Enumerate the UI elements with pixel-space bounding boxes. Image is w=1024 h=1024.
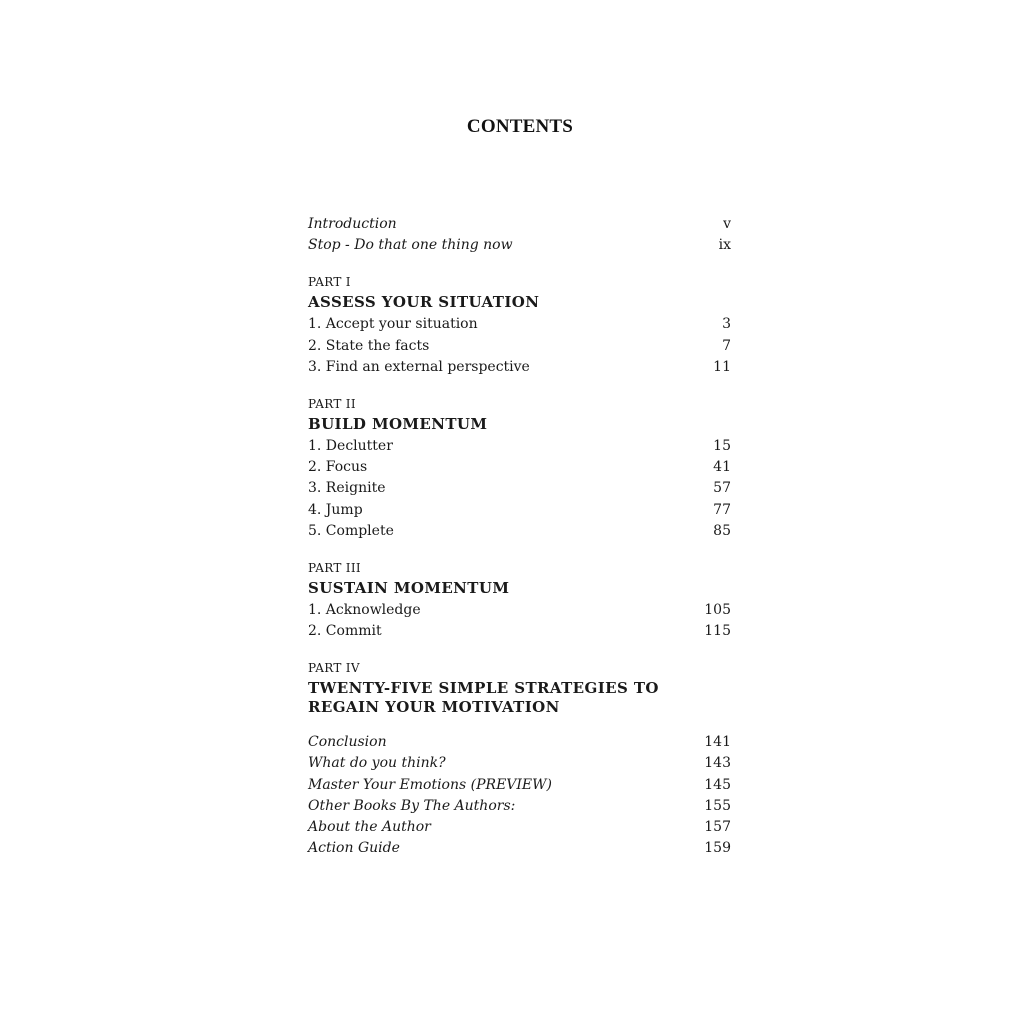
toc-entry[interactable] (308, 623, 731, 644)
toc-entry-page: 15 (713, 437, 731, 454)
toc-entry-title: About the Author (308, 819, 431, 835)
part-heading-line: BUILD MOMENTUM (308, 414, 488, 433)
toc-entry-title: Stop - Do that one thing now (308, 237, 513, 254)
toc-entry[interactable] (308, 602, 731, 623)
toc-entry-page: ix (718, 237, 731, 254)
toc-entry-page: v (723, 216, 731, 232)
part-2-section (308, 396, 731, 544)
toc-entry-title: 3. Reignite (308, 480, 386, 497)
toc-entry[interactable] (308, 438, 731, 459)
toc-entry[interactable] (308, 523, 731, 544)
toc-entry-title: Action Guide (308, 840, 400, 857)
toc-entry-title: 1. Declutter (308, 437, 393, 454)
toc-entry-title: Other Books By The Authors: (308, 797, 516, 814)
toc-entry-introduction[interactable] (308, 216, 731, 237)
toc-entry-action-guide[interactable] (308, 840, 731, 861)
part-label: PART II (308, 396, 356, 411)
page-title: CONTENTS (466, 116, 574, 137)
part-1-section (308, 274, 731, 380)
part-heading[interactable] (308, 679, 731, 717)
toc-entry-title: 3. Find an external perspective (308, 358, 530, 375)
toc-entry-preview[interactable] (308, 777, 731, 798)
toc-entry-title: 1. Accept your situation (308, 316, 478, 333)
toc-entry[interactable] (308, 359, 731, 380)
toc-entry-page: 41 (713, 459, 731, 476)
toc-entry-title: 2. Commit (308, 623, 382, 640)
toc-entry-page: 157 (704, 819, 731, 835)
toc-entry-conclusion[interactable] (308, 734, 731, 755)
toc-entry-page: 141 (704, 734, 731, 751)
toc-entry-page: 145 (704, 776, 731, 793)
toc-entry-title: 2. Focus (308, 459, 368, 476)
toc-entry-what-do-you-think[interactable] (308, 755, 731, 776)
part-heading (308, 293, 731, 312)
toc-entry[interactable] (308, 480, 731, 501)
toc-entry-page: 7 (722, 337, 731, 354)
part-label: PART I (308, 275, 351, 290)
toc-entry-title: Introduction (308, 216, 397, 232)
part-label: PART III (308, 560, 361, 575)
toc-entry-title: 1. Acknowledge (308, 601, 421, 618)
toc-entry[interactable] (308, 502, 731, 523)
back-matter-list (308, 734, 731, 861)
toc-entry-other-books[interactable] (308, 798, 731, 819)
toc-entry-page: 57 (713, 480, 731, 497)
toc-entry-title: 5. Complete (308, 522, 394, 539)
part-3-section (308, 560, 731, 644)
toc-entry-title: 2. State the facts (308, 337, 430, 354)
toc-entry-page: 3 (722, 316, 731, 333)
toc-entry[interactable] (308, 338, 731, 359)
table-of-contents (308, 216, 731, 861)
toc-entry-about-author[interactable] (308, 819, 731, 840)
part-heading-line: TWENTY-FIVE SIMPLE STRATEGIES TO (308, 679, 659, 698)
toc-entry-page: 77 (713, 501, 731, 518)
toc-entry-page: 143 (704, 755, 731, 772)
toc-entry-page: 159 (704, 840, 731, 857)
toc-entry-page: 11 (713, 358, 731, 375)
part-label: PART IV (308, 661, 360, 676)
toc-entry-stop[interactable] (308, 237, 731, 258)
part-4-section (308, 660, 731, 717)
part-heading (308, 415, 731, 434)
toc-entry-page: 115 (704, 623, 731, 640)
toc-entry-title: Conclusion (308, 734, 387, 751)
toc-entry-title: Master Your Emotions (PREVIEW) (308, 776, 552, 793)
toc-entry-page: 85 (713, 522, 731, 539)
part-heading-line: REGAIN YOUR MOTIVATION (308, 698, 560, 717)
toc-entry[interactable] (308, 316, 731, 337)
toc-entry-title: What do you think? (308, 755, 446, 772)
part-heading (308, 579, 731, 598)
toc-entry-title: 4. Jump (308, 501, 363, 518)
toc-entry-page: 155 (704, 797, 731, 814)
toc-entry[interactable] (308, 459, 731, 480)
part-heading-line: ASSESS YOUR SITUATION (308, 293, 540, 312)
part-heading-line: SUSTAIN MOMENTUM (308, 578, 510, 597)
front-matter-list (308, 216, 731, 258)
toc-entry-page: 105 (704, 601, 731, 618)
